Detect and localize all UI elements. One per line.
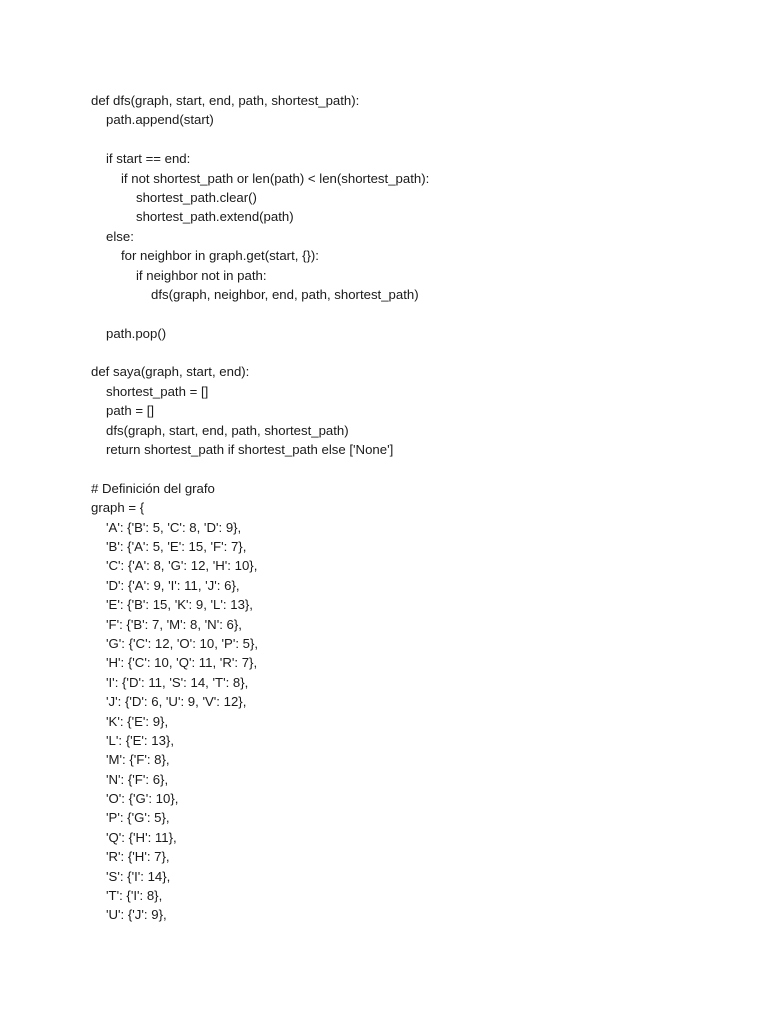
- code-line: 'J': {'D': 6, 'U': 9, 'V': 12},: [106, 694, 247, 710]
- code-line: 'D': {'A': 9, 'I': 11, 'J': 6},: [106, 577, 240, 593]
- code-line: 'R': {'H': 7},: [106, 849, 170, 865]
- code-line: for neighbor in graph.get(start, {}):: [121, 248, 319, 264]
- code-line: [91, 130, 731, 149]
- code-line: 'A': {'B': 5, 'C': 8, 'D': 9},: [106, 519, 242, 535]
- code-line: 'B': {'A': 5, 'E': 15, 'F': 7},: [106, 538, 247, 554]
- code-line: [91, 459, 731, 478]
- code-line: 'K': {'E': 9},: [106, 713, 169, 729]
- code-line: 'C': {'A': 8, 'G': 12, 'H': 10},: [106, 558, 258, 574]
- code-block: [91, 91, 731, 925]
- code-line: shortest_path = []: [106, 383, 209, 399]
- code-line: 'F': {'B': 7, 'M': 8, 'N': 6},: [106, 616, 242, 632]
- code-line: 'E': {'B': 15, 'K': 9, 'L': 13},: [106, 597, 253, 613]
- code-line: 'H': {'C': 10, 'Q': 11, 'R': 7},: [106, 655, 258, 671]
- code-line: 'U': {'J': 9},: [106, 907, 167, 923]
- code-line: else:: [106, 228, 134, 244]
- code-line: 'P': {'G': 5},: [106, 810, 170, 826]
- code-line: if not shortest_path or len(path) < len(shortest_path):: [121, 170, 430, 186]
- code-line: path.pop(): [106, 325, 167, 341]
- code-line: # Definición del grafo: [91, 480, 215, 496]
- code-line: 'I': {'D': 11, 'S': 14, 'T': 8},: [106, 674, 249, 690]
- code-line: 'M': {'F': 8},: [106, 752, 170, 768]
- code-line: return shortest_path if shortest_path else ['None']: [106, 442, 394, 458]
- code-line: [91, 304, 731, 323]
- code-line: if neighbor not in path:: [136, 267, 267, 283]
- code-line: shortest_path.extend(path): [136, 209, 294, 225]
- code-line: 'L': {'E': 13},: [106, 732, 174, 748]
- code-line: path = []: [106, 403, 155, 419]
- code-line: [91, 343, 731, 362]
- code-line: dfs(graph, start, end, path, shortest_path): [106, 422, 349, 438]
- code-line: dfs(graph, neighbor, end, path, shortest_path): [151, 286, 419, 302]
- code-line: 'S': {'I': 14},: [106, 868, 171, 884]
- code-line: 'T': {'I': 8},: [106, 888, 163, 904]
- code-line: if start == end:: [106, 151, 191, 167]
- code-line: 'N': {'F': 6},: [106, 771, 169, 787]
- code-line: graph = {: [91, 500, 145, 516]
- code-line: 'Q': {'H': 11},: [106, 829, 177, 845]
- code-line: def saya(graph, start, end):: [91, 364, 250, 380]
- code-line: 'G': {'C': 12, 'O': 10, 'P': 5},: [106, 635, 259, 651]
- code-line: 'O': {'G': 10},: [106, 791, 179, 807]
- code-line: def dfs(graph, start, end, path, shortest_path):: [91, 93, 360, 108]
- code-line: path.append(start): [106, 112, 214, 128]
- code-line: shortest_path.clear(): [136, 189, 257, 205]
